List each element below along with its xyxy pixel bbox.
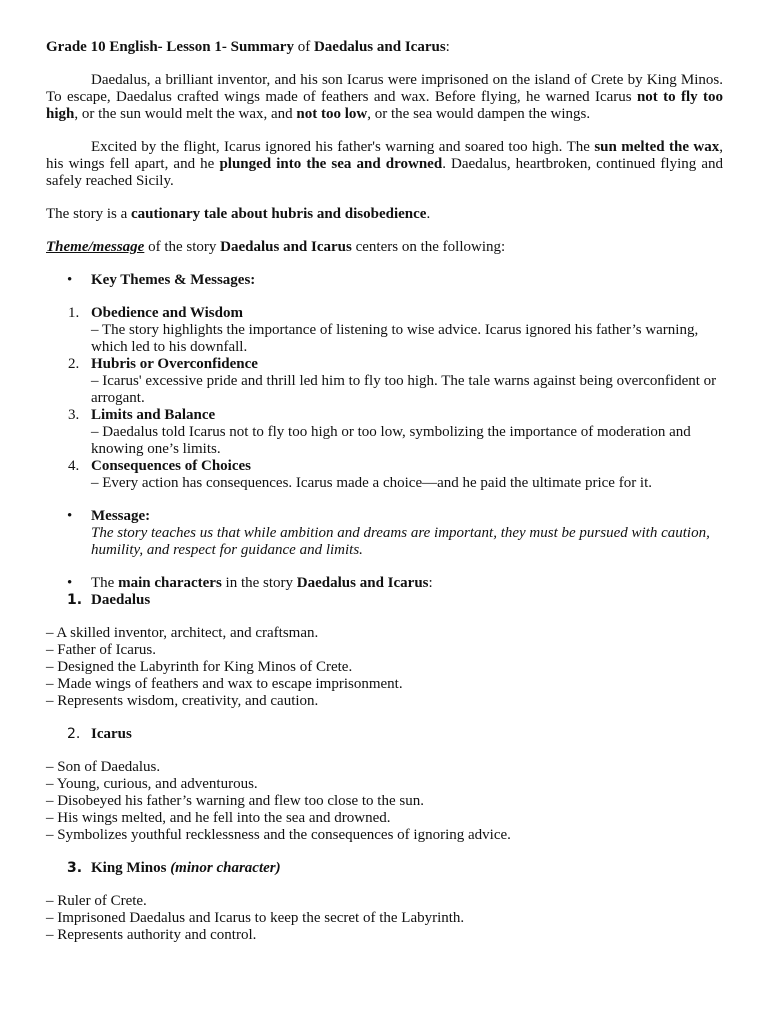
para1-text-2: , or the sun would melt the wax, and [74,106,297,122]
trait-line: – Designed the Labyrinth for King Minos of Crete. [46,659,353,675]
king-minos-traits [46,893,723,944]
para2-text-1: Excited by the flight, Icarus ignored his father's warning and soared too high. The [91,139,595,155]
theme-text-2: centers on the following: [351,239,506,255]
message-heading: Message: [91,508,151,524]
theme-number: 4. [68,458,80,474]
para2-bold-2: plunged into the sea and drowned [219,156,443,172]
title-of: of [293,39,314,55]
chars-text-3: : [428,575,433,591]
bullet-icon: • [67,508,73,524]
summary-paragraph-1 [46,72,723,123]
character-number: 1. [67,592,83,608]
trait-line: – Represents authority and control. [46,927,257,943]
key-themes-bullet [46,272,723,289]
theme-title: Limits and Balance [91,407,216,423]
theme-item [46,458,723,492]
theme-title: Hubris or Overconfidence [91,356,258,372]
para3-bold-1: cautionary tale about hubris and disobedience [130,206,427,222]
summary-paragraph-2 [46,139,723,190]
themes-list [46,305,723,492]
theme-story-name: Daedalus and Icarus [220,239,352,255]
para3-text-1: The story is a [46,206,131,222]
trait-line: – A skilled inventor, architect, and craftsman. [46,625,319,641]
character-name: Icarus [91,726,132,742]
character-heading-daedalus [46,592,723,609]
character-note: (minor character) [170,860,281,876]
character-name: Daedalus [91,592,151,608]
chars-bold-1: main characters [118,575,222,591]
theme-number: 3. [68,407,80,423]
theme-description: – Icarus' excessive pride and thrill led him to fly too high. The tale warns against being overconfident or arrogant. [91,373,717,406]
theme-intro-line [46,239,723,256]
message-text: The story teaches us that while ambition and dreams are important, they must be pursued with caution, humility, and respect for guidance and limits. [91,525,710,558]
para2-text-3: . Daedalus, heartbroken, continued flying and safely reached Sicily. [46,156,723,189]
theme-item [46,305,723,356]
trait-line: – Symbolizes youthful recklessness and the consequences of ignoring advice. [46,827,511,843]
theme-item [46,407,723,458]
chars-text-1: The [91,575,119,591]
theme-description: – Daedalus told Icarus not to fly too high or too low, symbolizing the importance of moderation and knowing one’s limits. [91,424,691,457]
character-number: 3. [67,860,83,876]
character-number: 2. [67,726,81,742]
document-page [46,39,723,944]
para1-bold-2: not too low [296,106,368,122]
character-heading-king-minos [46,860,723,877]
para1-text-1: Daedalus, a brilliant inventor, and his son Icarus were imprisoned on the island of Crete by King Minos. To escape, Daedalus crafted wings made of feathers and wax. Before flying, he warned Icarus [46,72,723,105]
theme-title: Consequences of Choices [91,458,251,474]
trait-line: – Disobeyed his father’s warning and flew too close to the sun. [46,793,424,809]
theme-description: – The story highlights the importance of listening to wise advice. Icarus ignored his father’s warning, which led to his downfall. [91,322,699,355]
theme-message-label: Theme/message [46,239,145,255]
para2-bold-1: sun melted the wax [594,139,720,155]
trait-line: – Ruler of Crete. [46,893,147,909]
theme-number: 2. [68,356,80,372]
icarus-traits [46,759,723,844]
character-heading-icarus [46,726,723,743]
trait-line: – Represents wisdom, creativity, and caution. [46,693,319,709]
summary-paragraph-3 [46,206,723,223]
para1-bold-1: not to fly too high [46,89,723,122]
character-name: King Minos [91,860,167,876]
chars-bold-2: Daedalus and Icarus [296,575,429,591]
trait-line: – Son of Daedalus. [46,759,161,775]
theme-number: 1. [68,305,80,321]
trait-line: – Father of Icarus. [46,642,156,658]
theme-text-1: of the story [144,239,221,255]
key-themes-heading: Key Themes & Messages: [91,272,256,288]
para1-text-3: , or the sea would dampen the wings. [367,106,591,122]
trait-line: – His wings melted, and he fell into the sea and drowned. [46,810,391,826]
title-lesson: Grade 10 English- Lesson 1- Summary [46,39,294,55]
theme-title: Obedience and Wisdom [91,305,243,321]
para3-text-2: . [426,206,431,222]
para2-text-2: , his wings fell apart, and he [46,139,723,172]
bullet-icon: • [67,272,73,288]
theme-description: – Every action has consequences. Icarus made a choice—and he paid the ultimate price for it. [91,475,653,491]
bullet-icon: • [67,575,73,591]
theme-item [46,356,723,407]
title-colon: : [445,39,450,55]
characters-intro-bullet [46,575,723,592]
trait-line: – Young, curious, and adventurous. [46,776,258,792]
trait-line: – Imprisoned Daedalus and Icarus to keep the secret of the Labyrinth. [46,910,465,926]
title-story: Daedalus and Icarus [313,39,446,55]
message-bullet [46,508,723,559]
trait-line: – Made wings of feathers and wax to escape imprisonment. [46,676,403,692]
chars-text-2: in the story [221,575,297,591]
daedalus-traits [46,625,723,710]
document-title [46,39,723,56]
